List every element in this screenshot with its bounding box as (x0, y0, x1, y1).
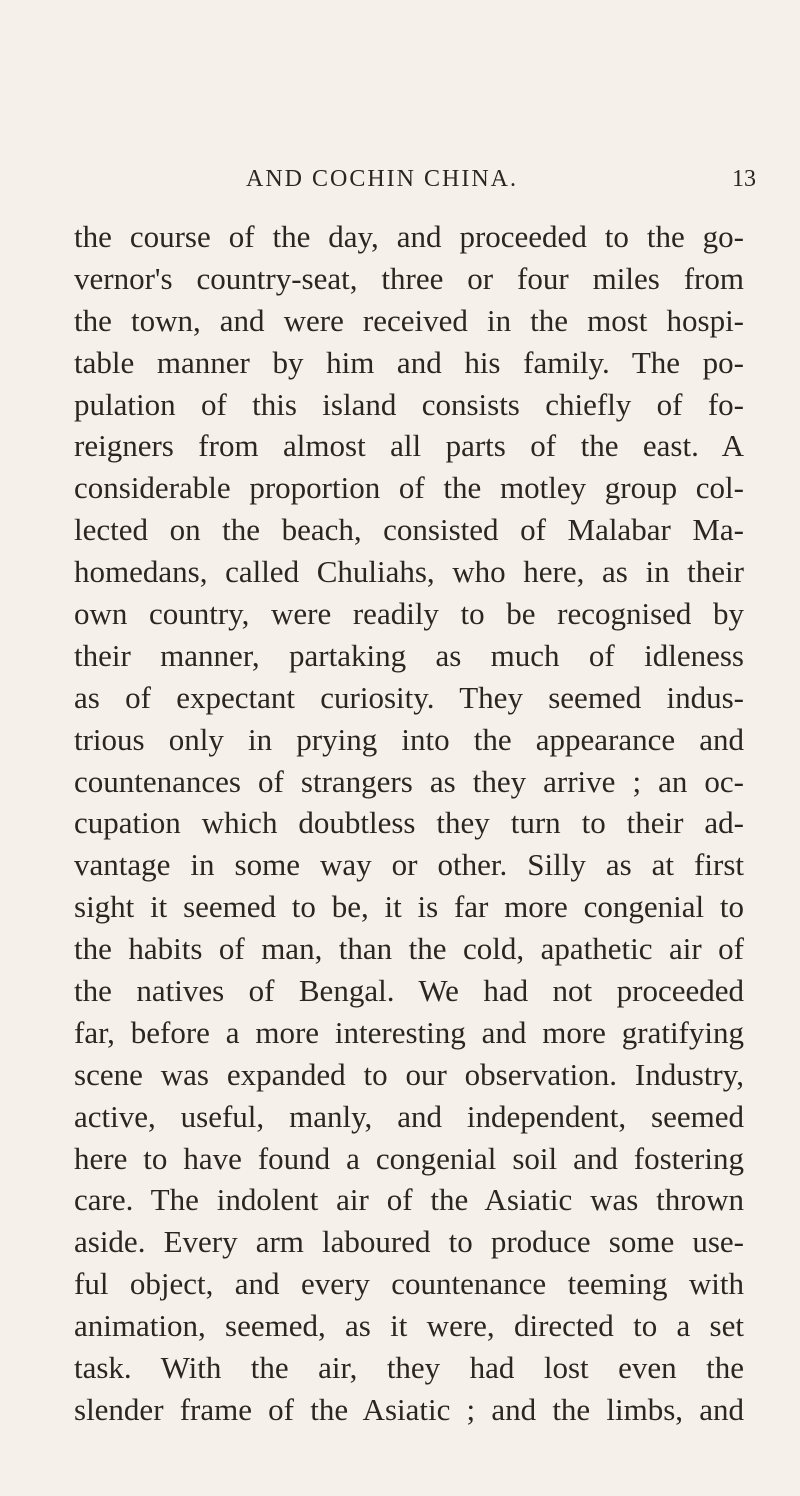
text-line: vernor's country-seat, three or four miles from (74, 260, 744, 296)
text-line: care. The indolent air of the Asiatic was thrown (74, 1182, 744, 1218)
text-line: scene was expanded to our observation. Industry, (74, 1056, 744, 1092)
text-line: trious only in prying into the appearance and (74, 721, 744, 757)
text-line: the town, and were received in the most hospi- (74, 302, 744, 338)
text-line: countenances of strangers as they arrive ; an oc- (74, 763, 744, 799)
text-line: considerable proportion of the motley group col- (74, 470, 744, 506)
text-line: here to have found a congenial soil and fostering (74, 1140, 744, 1176)
text-line: active, useful, manly, and independent, seemed (74, 1098, 744, 1134)
text-line: the natives of Bengal. We had not proceeded (74, 973, 744, 1009)
page-number: 13 (732, 166, 756, 192)
text-line: the habits of man, than the cold, apathetic air of (74, 931, 744, 967)
text-line: animation, seemed, as it were, directed to a set (74, 1308, 744, 1344)
text-line: sight it seemed to be, it is far more congenial to (74, 889, 744, 925)
running-head-title: AND COCHIN CHINA. (246, 166, 518, 192)
running-head (0, 166, 800, 196)
text-line: own country, were readily to be recognised by (74, 596, 744, 632)
text-line: far, before a more interesting and more gratifying (74, 1014, 744, 1050)
text-line: lected on the beach, consisted of Malabar Ma- (74, 512, 744, 548)
text-line: as of expectant curiosity. They seemed indus- (74, 679, 744, 715)
text-line: their manner, partaking as much of idleness (74, 637, 744, 673)
text-line: aside. Every arm laboured to produce some use- (74, 1224, 744, 1260)
text-line: task. With the air, they had lost even the (74, 1350, 744, 1386)
text-line: vantage in some way or other. Silly as at first (74, 847, 744, 883)
text-line: reigners from almost all parts of the east. A (74, 428, 744, 464)
body-text (74, 216, 744, 1431)
text-line: slender frame of the Asiatic ; and the limbs, and (74, 1391, 744, 1427)
text-line: cupation which doubtless they turn to their ad- (74, 805, 744, 841)
text-line: table manner by him and his family. The po- (74, 344, 744, 380)
text-line: homedans, called Chuliahs, who here, as in their (74, 554, 744, 590)
text-line: pulation of this island consists chiefly of fo- (74, 386, 744, 422)
text-line: the course of the day, and proceeded to the go- (74, 219, 744, 254)
text-line: ful object, and every countenance teeming with (74, 1266, 744, 1302)
